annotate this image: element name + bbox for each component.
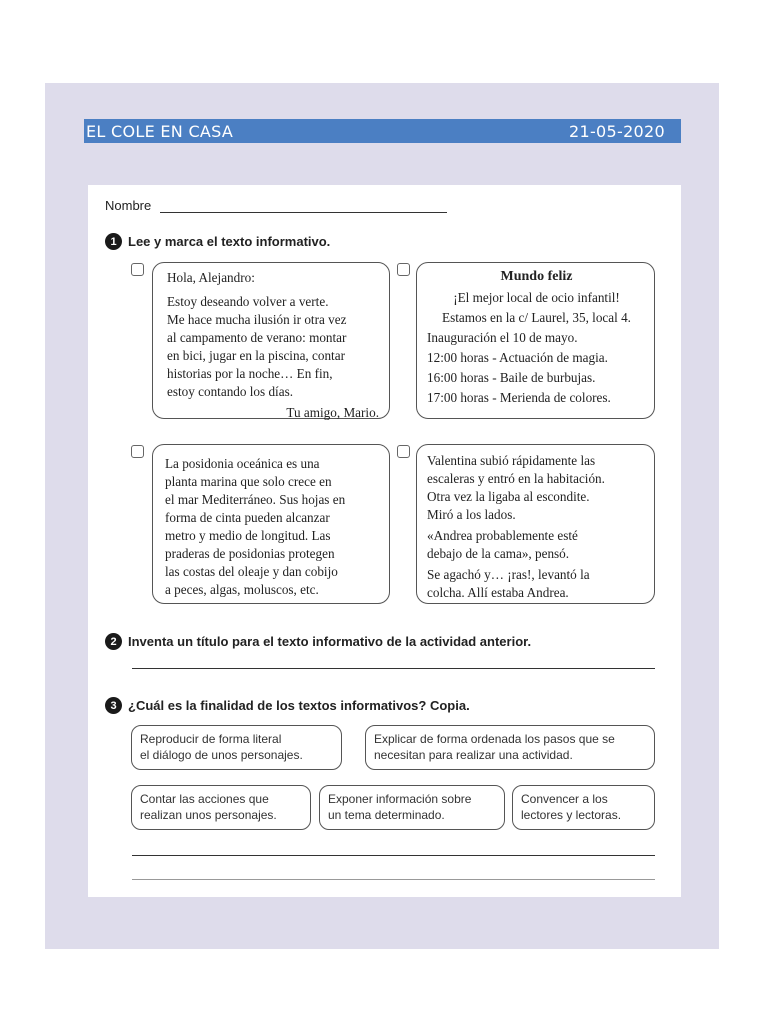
checkbox-text-d[interactable] — [397, 445, 410, 458]
text-d-line: Valentina subió rápidamente las — [427, 453, 596, 468]
header-bar — [84, 119, 681, 143]
name-field[interactable] — [160, 212, 447, 213]
checkbox-text-b[interactable] — [397, 263, 410, 276]
text-b-line: Inauguración el 10 de mayo. — [427, 330, 578, 345]
text-b-line: 17:00 horas - Merienda de colores. — [427, 390, 611, 405]
text-c-line: las costas del oleaje y dan cobijo — [165, 564, 338, 579]
text-d-narrative — [416, 444, 655, 604]
option-contar — [131, 785, 311, 830]
text-c-line: metro y medio de longitud. Las — [165, 528, 331, 543]
answer-line-1[interactable] — [132, 855, 655, 856]
option-explicar — [365, 725, 655, 770]
option-line: Convencer a los — [521, 792, 608, 806]
text-a-line: historias por la noche… En fin, — [167, 366, 333, 381]
question-2-prompt: Inventa un título para el texto informativo de la actividad anterior. — [128, 634, 532, 649]
text-b-line: ¡El mejor local de ocio infantil! — [453, 290, 620, 305]
question-2-number: 2 — [105, 633, 122, 650]
text-b-line: 12:00 horas - Actuación de magia. — [427, 350, 608, 365]
option-exponer — [319, 785, 505, 830]
answer-line-title[interactable] — [132, 668, 655, 669]
text-d-line: colcha. Allí estaba Andrea. — [427, 585, 569, 600]
text-d-line: debajo de la cama», pensó. — [427, 546, 570, 561]
text-d-line: Se agachó y… ¡ras!, levantó la — [427, 567, 590, 582]
answer-line-2[interactable] — [132, 879, 655, 880]
option-line: el diálogo de unos personajes. — [140, 748, 303, 762]
text-a-greeting: Hola, Alejandro: — [167, 270, 255, 285]
text-d-line: escaleras y entró en la habitación. — [427, 471, 605, 486]
text-c-informative — [152, 444, 390, 604]
text-a-line: al campamento de verano: montar — [167, 330, 347, 345]
question-2 — [105, 633, 531, 650]
question-1 — [105, 233, 330, 250]
header-date: 21-05-2020 — [569, 121, 665, 141]
text-c-line: praderas de posidonias protegen — [165, 546, 335, 561]
text-a-line: Me hace mucha ilusión ir otra vez — [167, 312, 347, 327]
option-reproducir — [131, 725, 342, 770]
option-line: lectores y lectoras. — [521, 808, 622, 822]
option-line: Contar las acciones que — [140, 792, 269, 806]
option-convencer — [512, 785, 655, 830]
question-3 — [105, 697, 470, 714]
text-c-line: el mar Mediterráneo. Sus hojas en — [165, 492, 346, 507]
question-3-prompt: ¿Cuál es la finalidad de los textos informativos? Copia. — [128, 698, 470, 713]
text-b-title: Mundo feliz — [500, 269, 573, 284]
option-line: realizan unos personajes. — [140, 808, 277, 822]
text-c-line: planta marina que solo crece en — [165, 474, 332, 489]
text-a-line: en bici, jugar en la piscina, contar — [167, 348, 345, 363]
question-3-number: 3 — [105, 697, 122, 714]
text-b-line: Estamos en la c/ Laurel, 35, local 4. — [442, 310, 631, 325]
checkbox-text-c[interactable] — [131, 445, 144, 458]
name-label: Nombre — [105, 198, 152, 213]
text-a-line: estoy contando los días. — [167, 384, 293, 399]
text-a-letter — [152, 262, 390, 419]
option-line: necesitan para realizar una actividad. — [374, 748, 573, 762]
option-line: Exponer información sobre — [328, 792, 472, 806]
option-line: Reproducir de forma literal — [140, 732, 282, 746]
text-b-line: 16:00 horas - Baile de burbujas. — [427, 370, 596, 385]
text-c-line: La posidonia oceánica es una — [165, 456, 320, 471]
option-line: un tema determinado. — [328, 808, 445, 822]
text-c-line: a peces, algas, moluscos, etc. — [165, 582, 319, 597]
text-a-line: Estoy deseando volver a verte. — [167, 294, 329, 309]
text-d-line: Otra vez la ligaba al escondite. — [427, 489, 590, 504]
text-c-line: forma de cinta pueden alcanzar — [165, 510, 330, 525]
question-1-number: 1 — [105, 233, 122, 250]
checkbox-text-a[interactable] — [131, 263, 144, 276]
text-b-advert — [416, 262, 655, 419]
option-line: Explicar de forma ordenada los pasos que se — [374, 732, 615, 746]
header-title: EL COLE EN CASA — [86, 121, 234, 141]
text-d-line: Miró a los lados. — [427, 507, 516, 522]
text-a-signature: Tu amigo, Mario. — [286, 405, 379, 420]
question-1-prompt: Lee y marca el texto informativo. — [128, 234, 331, 249]
text-d-line: «Andrea probablemente esté — [427, 528, 578, 543]
